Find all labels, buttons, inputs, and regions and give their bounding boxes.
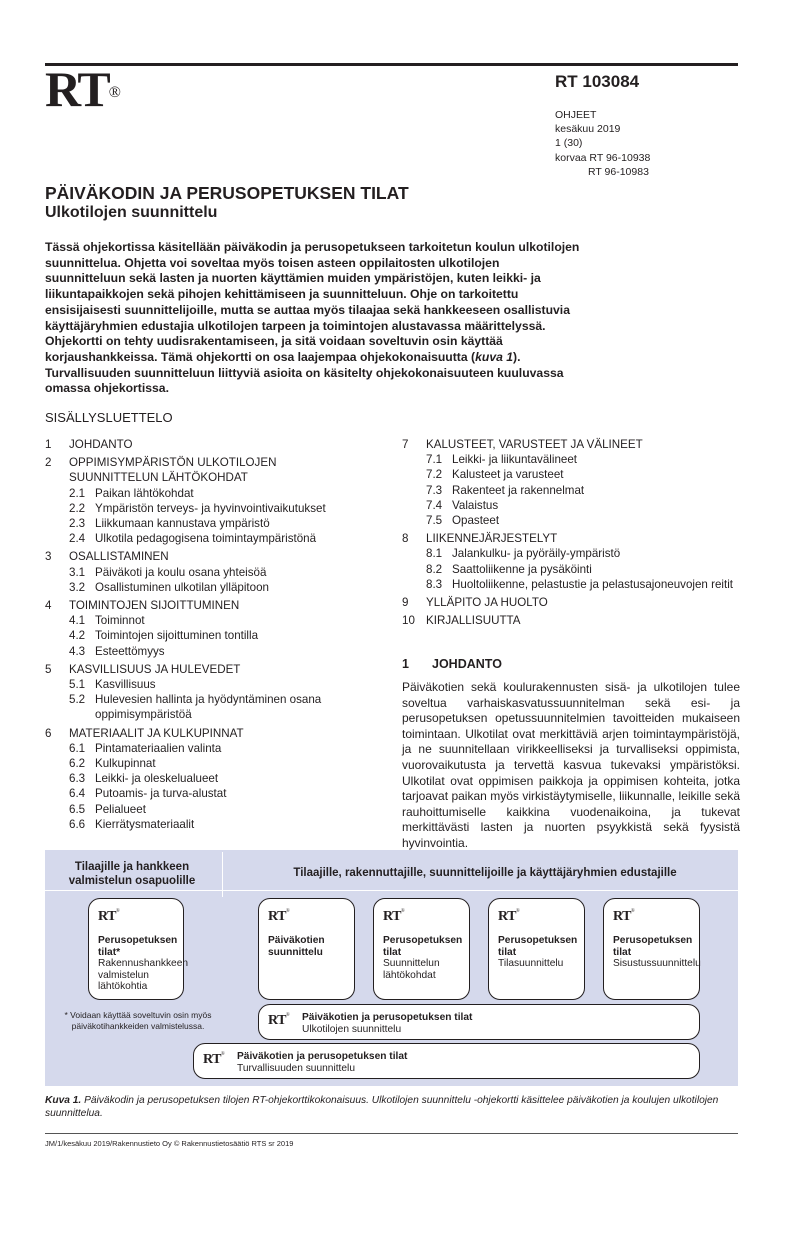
toc-subentry: 5.2 Hulevesien hallinta ja hyödyntäminen osana oppimisympäristöä: [69, 693, 322, 722]
toc-subentry: 3.1 Päiväkoti ja koulu osana yhteisöä: [69, 565, 267, 579]
doc-pages: 1 (30): [555, 137, 583, 150]
intro-paragraph: Tässä ohjekortissa käsitellään päiväkodin ja perusopetukseen tarkoitetun koulun ulkotilojen suunnittelua. Ohjetta voi soveltaa myös toisen asteen oppilaitosten ulkotilojen suunnitteluun sekä lasten ja nuorten käyttämien muiden ympäristöjen, kuten leikki- ja liikuntapaikkojen sekä pihojen kehittämiseen ja suunnitteluun. Ohje on tarkoitettu ensisijaisesti suunnittelijoille, mutta se auttaa myös tilaajaa sekä hankkeeseen osallistuvia käyttäjäryhmien edustajia ulkotilojen tarpeen ja toimintojen alustavassa määrittelyssä. Ohjekortti on tehty uudisrakentamiseen, ja sitä voidaan soveltuvin osin käyttää korjaushankkeissa. Tämä ohjekortti on osa laajempaa ohjekokonaisuutta (kuva 1). Turvallisuuden suunnitteluun liittyviä asioita on käsitelty ohjekokonaisuuteen kuuluvassa omassa ohjekortissa.: [45, 240, 580, 396]
toc-entry: 8 LIIKENNEJÄRJESTELYT: [402, 532, 558, 546]
toc-subentry: 2.2 Ympäristön terveys- ja hyvinvointivaikutukset: [69, 501, 326, 515]
toc-subentry: 4.1 Toiminnot: [69, 614, 145, 628]
card-turvallisuuden-suunnittelu: RT® Päiväkotien ja perusopetuksen tilat Turvallisuuden suunnittelu: [193, 1043, 700, 1079]
toc-subentry: 7.5 Opasteet: [426, 514, 500, 528]
rt-card-logo: RT®: [203, 1052, 225, 1067]
toc-subentry: 4.2 Toimintojen sijoittuminen tontilla: [69, 629, 259, 643]
toc-subentry: 6.2 Kulkupinnat: [69, 757, 156, 771]
footer-rule: [45, 1133, 738, 1134]
document-meta: [555, 108, 650, 179]
toc-entry: 9 YLLÄPITO JA HUOLTO: [402, 596, 548, 610]
toc-entry: 7 KALUSTEET, VARUSTEET JA VÄLINEET: [402, 438, 643, 451]
rt-card-logo: RT®: [268, 1013, 290, 1028]
toc-subentry: 7.1 Leikki- ja liikuntavälineet: [426, 453, 578, 467]
section-1-heading: 1 JOHDANTO: [402, 657, 502, 671]
toc-subentry: 2.4 Ulkotila pedagogisena toimintaympäristönä: [69, 532, 317, 546]
toc-subentry: 8.3 Huoltoliikenne, pelastustie ja pelastusajoneuvojen reitit: [426, 577, 734, 591]
toc-subentry: 2.1 Paikan lähtökohdat: [69, 486, 194, 500]
card-paivakotien-suunnittelu: RT® Päiväkotien suunnittelu: [258, 898, 355, 1000]
toc-subentry: 5.1 Kasvillisuus: [69, 678, 156, 692]
document-number: RT 103084: [555, 72, 640, 91]
toc-subentry: 7.2 Kalusteet ja varusteet: [426, 468, 564, 482]
rt-card-logo: RT®: [98, 909, 120, 924]
figure-head-left: Tilaajille ja hankkeen valmistelun osapuolille: [68, 861, 196, 887]
toc-left-column: [45, 437, 365, 832]
toc-subentry: 8.2 Saattoliikenne ja pysäköinti: [426, 562, 592, 576]
toc-subentry: 3.2 Osallistuminen ulkotilan ylläpitoon: [69, 580, 269, 594]
footer-text: JM/1/kesäkuu 2019/Rakennustieto Oy © Rakennustietosäätiö RTS sr 2019: [45, 1139, 294, 1148]
card-ulkotilojen-suunnittelu: RT® Päiväkotien ja perusopetuksen tilat Ulkotilojen suunnittelu: [258, 1004, 700, 1040]
toc-subentry: 8.1 Jalankulku- ja pyöräily-ympäristö: [426, 547, 621, 561]
toc-entry: 6 MATERIAALIT JA KULKUPINNAT: [45, 726, 244, 740]
card-perusopetuksen-tilat-lahtokohdat: RT® Perusopetuksen tilat Suunnittelun lähtökohdat: [373, 898, 470, 1000]
section-1-text: Päiväkotien sekä koulurakennusten sisä- ja ulkotilojen tulee soveltua varhaiskasvatussuunnitelman sekä esi- ja perusopetuksen opetussuunnitelmien tavoitteiden mukaiseen toimintaan. Ulkotilat ovat merkittäviä arjen toimintaympäristöjä, ja ne suunnitellaan virikkeelliseksi ja turvalliseksi oppimista, vuorovaikutusta ja tervettä kasvua tukevaksi ympäristöksi. Ulkotilat ovat oppimisen paikkoja ja oppimisen kohteita, jotka tarjoavat paikan myös virkistäytymiselle, liikunnalle, leikille sekä rauhoittumiselle kaikkina vuodenaikoina, ja tukevat merkittävästi lasten ja nuorten psyykkistä sekä fyysistä hyvinvointia.: [402, 680, 740, 850]
toc-subentry: 4.3 Esteettömyys: [69, 644, 165, 658]
page-title: PÄIVÄKODIN JA PERUSOPETUKSEN TILAT: [45, 183, 409, 203]
toc-entry: 3 OSALLISTAMINEN: [45, 550, 169, 564]
page-subtitle: Ulkotilojen suunnittelu: [45, 204, 218, 221]
figure-header-rule: [45, 890, 738, 891]
doc-replaces-1: korvaa RT 96-10938: [555, 151, 651, 164]
toc-entry: 2 OPPIMISYMPÄRISTÖN ULKOTILOJEN SUUNNITTELUN LÄHTÖKOHDAT: [45, 456, 277, 485]
rt-card-logo: RT®: [383, 909, 405, 924]
toc-right-column: [402, 437, 742, 628]
toc-entry: 1 JOHDANTO: [45, 438, 133, 451]
card-perusopetuksen-tilat-sisustus: RT® Perusopetuksen tilat Sisustussuunnittelu: [603, 898, 700, 1000]
doc-type: OHJEET: [555, 109, 597, 121]
toc-subentry: 6.5 Pelialueet: [69, 802, 146, 816]
toc-subentry: 7.4 Valaistus: [426, 498, 499, 512]
rt-card-logo: RT®: [268, 909, 290, 924]
toc-subentry: 6.1 Pintamateriaalien valinta: [69, 741, 222, 755]
toc-subentry: 2.3 Liikkumaan kannustava ympäristö: [69, 517, 270, 531]
toc-entry: 10 KIRJALLISUUTTA: [402, 614, 521, 628]
card-perusopetuksen-tilat-valmistelu: RT® Perusopetuksen tilat* Rakennushankkeen valmistelun lähtökohtia: [88, 898, 184, 1000]
header-rule: [45, 63, 738, 66]
toc-subentry: 6.4 Putoamis- ja turva-alustat: [69, 787, 227, 801]
rt-logo: RT®: [45, 61, 121, 117]
toc-subentry: 6.3 Leikki- ja oleskelualueet: [69, 772, 219, 786]
figure-caption: Kuva 1. Päiväkodin ja perusopetuksen tilojen RT-ohjekorttikokonaisuus. Ulkotilojen suunnittelu -ohjekortti käsittelee päiväkotien ja koulujen ulkotilojen suunnittelua.: [45, 1095, 719, 1119]
toc-heading: SISÄLLYSLUETTELO: [45, 410, 173, 425]
figure-head-right: Tilaajille, rakennuttajille, suunnittelijoille ja käyttäjäryhmien edustajille: [293, 867, 677, 879]
toc-entry: 4 TOIMINTOJEN SIJOITTUMINEN: [45, 599, 240, 613]
figure-reference: kuva 1: [475, 349, 514, 364]
rt-card-logo: RT®: [613, 909, 635, 924]
figure-note: * Voidaan käyttää soveltuvin osin myös päiväkotihankkeiden valmistelussa.: [64, 1010, 212, 1031]
doc-replaces-2: RT 96-10983: [588, 165, 649, 178]
rt-card-logo: RT®: [498, 909, 520, 924]
toc-entry: 5 KASVILLISUUS JA HULEVEDET: [45, 662, 241, 676]
card-perusopetuksen-tilat-tilasuunnittelu: RT® Perusopetuksen tilat Tilasuunnittelu: [488, 898, 585, 1000]
toc-subentry: 7.3 Rakenteet ja rakennelmat: [426, 483, 585, 497]
toc-subentry: 6.6 Kierrätysmateriaalit: [69, 817, 195, 831]
doc-date: kesäkuu 2019: [555, 123, 621, 136]
